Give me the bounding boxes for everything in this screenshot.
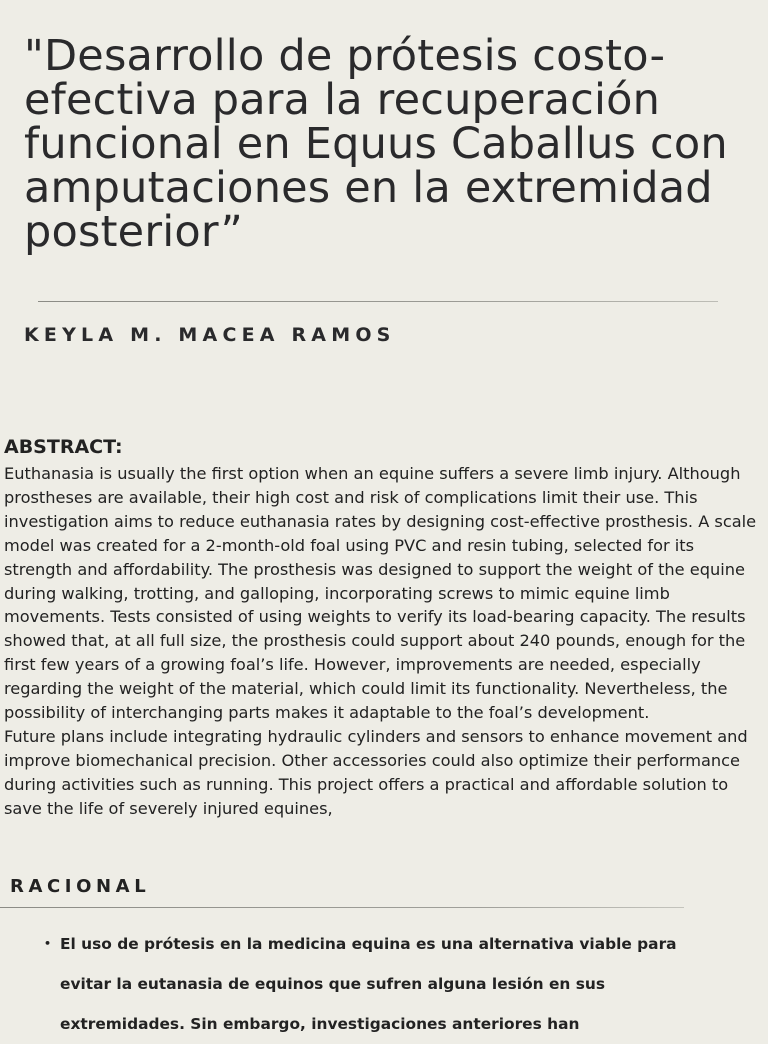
author-name: KEYLA M. MACEA RAMOS xyxy=(24,324,396,346)
abstract-paragraph: Future plans include integrating hydraulic cylinders and sensors to enhance movement and improve biomechanical precision. Other accessories could also optimize their performance during activities such as running. This project offers a practical and affordable solution to save the life of severely injured equines, xyxy=(4,726,748,818)
abstract-paragraph: Euthanasia is usually the first option when an equine suffers a severe limb injury. Although prostheses are available, their high cost and risk of complications limit their use. This investigation aims to reduce euthanasia rates by designing cost-effective prosthesis. A scale model was created for a 2-month-old foal using PVC and resin tubing, selected for its strength and affordability. The prosthesis was designed to support the weight of the equine during walking, trotting, and galloping, incorporating screws to mimic equine limb movements. Tests consisted of using weights to verify its load-bearing capacity. The results showed that, at all full size, the prosthesis could support about 240 pounds, enough for the first few years of a growing foal’s life. However, improvements are needed, especially regarding the weight of the material, which could limit its functionality. Nevertheless, the possibility of interchanging parts makes it adaptable to the foal’s development. xyxy=(4,464,757,723)
title-divider xyxy=(38,301,718,302)
racional-bullet-text: El uso de prótesis en la medicina equina es una alternativa viable para evitar la eutanasia de equinos que sufren alguna lesión en sus extremidades. Sin embargo, investigaciones anteriores han xyxy=(60,935,677,1033)
document-title: "Desarrollo de prótesis costo-efectiva para la recuperación funcional en Equus Caballus con amputaciones en la extremidad posterior” xyxy=(24,31,728,257)
racional-bullet-list xyxy=(0,924,768,1044)
racional-bullet-item xyxy=(0,924,768,1044)
abstract-body xyxy=(4,462,766,866)
racional-divider xyxy=(0,907,684,908)
racional-heading: RACIONAL xyxy=(10,876,151,897)
bullet-icon: • xyxy=(44,937,52,950)
abstract-heading: ABSTRACT: xyxy=(4,436,123,458)
